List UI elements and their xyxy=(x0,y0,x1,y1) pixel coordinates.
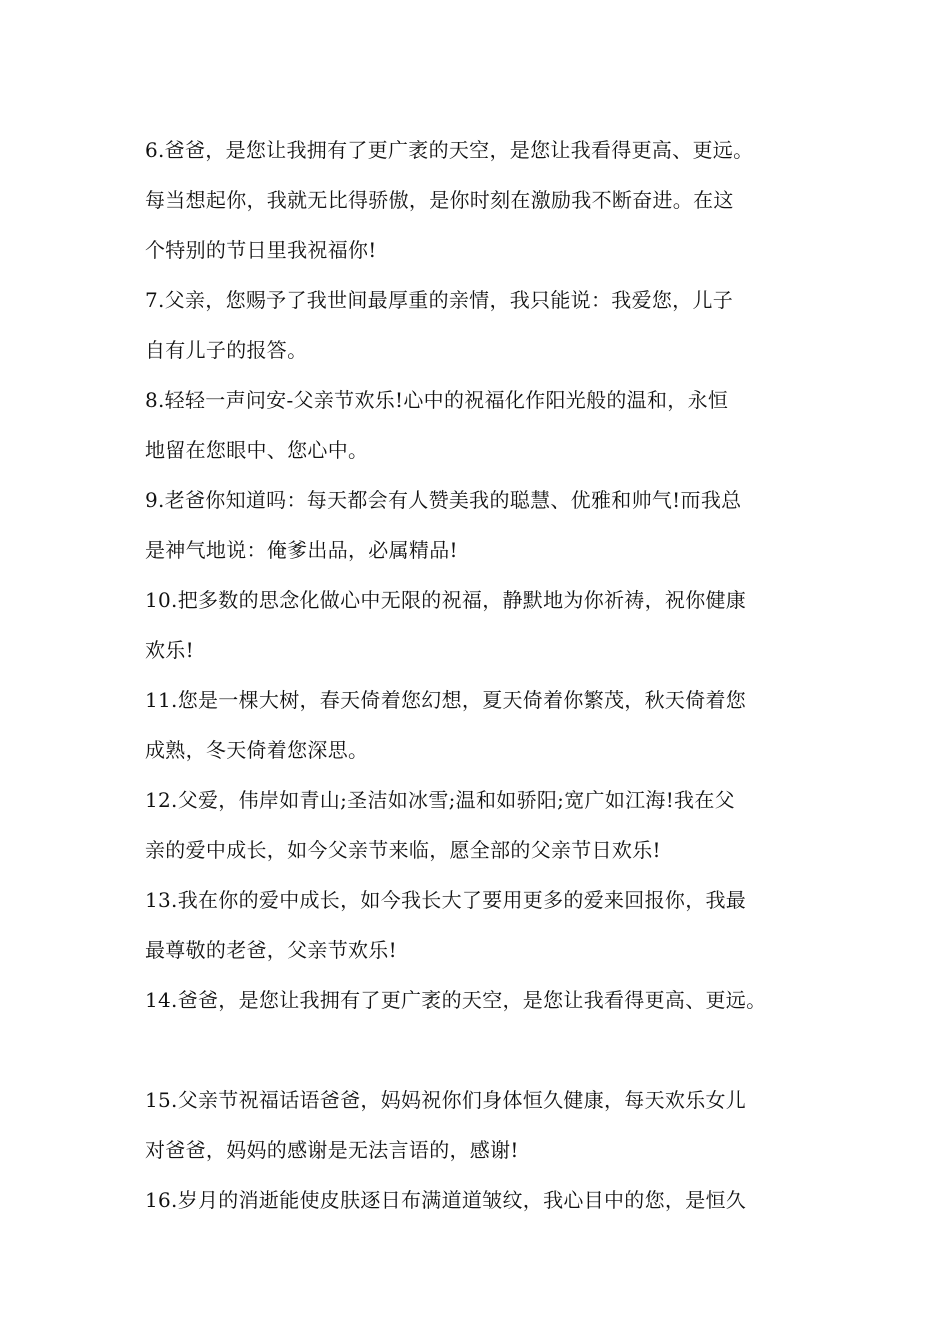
text-line: 16.岁月的消逝能使皮肤逐日布满道道皱纹，我心目中的您，是恒久 xyxy=(145,1188,747,1212)
text-line: 亲的爱中成长，如今父亲节来临，愿全部的父亲节日欢乐! xyxy=(145,838,661,862)
text-line: 对爸爸，妈妈的感谢是无法言语的，感谢! xyxy=(145,1138,519,1162)
text-line: 7.父亲，您赐予了我世间最厚重的亲情，我只能说：我爱您，儿子 xyxy=(145,288,734,312)
text-line: 10.把多数的思念化做心中无限的祝福，静默地为你祈祷，祝你健康 xyxy=(145,588,747,612)
text-line: 11.您是一棵大树，春天倚着您幻想，夏天倚着你繁茂，秋天倚着您 xyxy=(145,688,747,712)
text-line: 每当想起你，我就无比得骄傲，是你时刻在激励我不断奋进。在这 xyxy=(145,188,734,212)
text-line: 12.父爱，伟岸如青山;圣洁如冰雪;温和如骄阳;宽广如江海!我在父 xyxy=(145,788,735,812)
text-line: 9.老爸你知道吗：每天都会有人赞美我的聪慧、优雅和帅气!而我总 xyxy=(145,488,742,512)
text-line: 欢乐! xyxy=(145,638,194,662)
text-line: 8.轻轻一声问安-父亲节欢乐!心中的祝福化作阳光般的温和，永恒 xyxy=(145,388,729,412)
text-line: 成熟，冬天倚着您深思。 xyxy=(145,738,369,762)
text-line: 地留在您眼中、您心中。 xyxy=(145,438,369,462)
text-line: 13.我在你的爱中成长，如今我长大了要用更多的爱来回报你，我最 xyxy=(145,888,747,912)
text-line: 个特别的节日里我祝福你! xyxy=(145,238,377,262)
text-line: 自有儿子的报答。 xyxy=(145,338,308,362)
text-line: 15.父亲节祝福话语爸爸，妈妈祝你们身体恒久健康，每天欢乐女儿 xyxy=(145,1088,747,1112)
text-line: 14.爸爸，是您让我拥有了更广袤的天空，是您让我看得更高、更远。 xyxy=(145,988,767,1012)
text-line: 最尊敬的老爸，父亲节欢乐! xyxy=(145,938,397,962)
text-line: 是神气地说：俺爹出品，必属精品! xyxy=(145,538,458,562)
text-line: 6.爸爸，是您让我拥有了更广袤的天空，是您让我看得更高、更远。 xyxy=(145,138,754,162)
